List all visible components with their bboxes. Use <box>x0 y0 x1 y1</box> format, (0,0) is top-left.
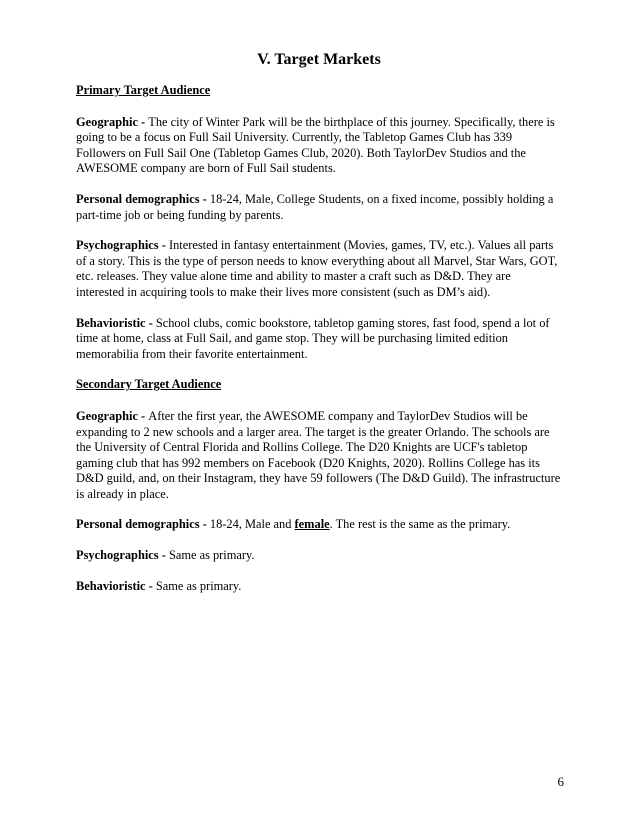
primary-demographics-label: Personal demographics - <box>76 191 210 206</box>
primary-audience-heading: Primary Target Audience <box>76 83 211 97</box>
primary-demographics-paragraph <box>76 192 562 223</box>
section-title: V. Target Markets <box>257 51 381 68</box>
primary-geographic-label: Geographic - <box>76 114 149 129</box>
primary-geographic-text: The city of Winter Park will be the birthplace of this journey. Specifically, there is going to be a focus on Full Sail University. Currently, the Tabletop Games Club has 339 Followers on Full Sail One (Tabletop Games Club, 2020). Both TaylorDev Studios and the AWESOME company are born of Full Sail students. <box>76 114 555 176</box>
secondary-psychographics-label: Psychographics - <box>76 548 169 563</box>
secondary-demographics-text-after: . The rest is the same as the primary. <box>329 517 511 532</box>
primary-psychographics-paragraph <box>76 238 562 300</box>
content-body <box>76 83 562 609</box>
page-number: 6 <box>557 774 564 789</box>
primary-geographic-paragraph <box>76 115 562 177</box>
secondary-geographic-text: After the first year, the AWESOME company and TaylorDev Studios will be expanding to 2 new schools and a larger area. The target is the greater Orlando. The schools are the University of Central Florida and Rollins College. The D20 Knights are UCF's tabletop gaming club that has 992 members on Facebook (D20 Knights, 2020). Rollins College has its D&D guild, and, on their Instagram, they have 59 followers (The D&D Guild). The infrastructure is already in place. <box>76 408 561 501</box>
primary-behavioristic-paragraph <box>76 316 562 363</box>
secondary-demographics-paragraph <box>76 517 562 533</box>
primary-psychographics-text: Interested in fantasy entertainment (Movies, games, TV, etc.). Values all parts of a story. This is the type of person needs to know everything about all Marvel, Star Wars, GOT, etc. releases. They value alone time and ability to master a craft such as D&D. They are interested in acquiring tools to make their lives more consistent (such as DM’s aid). <box>76 238 558 299</box>
secondary-behavioristic-label: Behavioristic - <box>76 578 156 593</box>
secondary-demographics-highlight: female <box>294 517 330 532</box>
secondary-geographic-paragraph <box>76 409 562 503</box>
primary-demographics-text: 18-24, Male, College Students, on a fixed income, possibly holding a part-time job or being funding by parents. <box>76 191 554 222</box>
secondary-demographics-text-before: 18-24, Male and <box>209 517 295 532</box>
secondary-demographics-label: Personal demographics - <box>76 517 210 532</box>
secondary-psychographics-text: Same as primary. <box>168 548 255 563</box>
secondary-psychographics-paragraph <box>76 548 562 564</box>
primary-psychographics-label: Psychographics - <box>76 238 169 253</box>
secondary-audience-heading: Secondary Target Audience <box>76 377 222 392</box>
primary-behavioristic-text: School clubs, comic bookstore, tabletop gaming stores, fast food, spend a lot of time at home, class at Full Sail, and game stop. They will be purchasing limited edition memorabilia from their favorite entertainment. <box>76 315 550 361</box>
secondary-behavioristic-text: Same as primary. <box>155 578 242 593</box>
secondary-geographic-label: Geographic - <box>76 408 149 423</box>
secondary-behavioristic-paragraph <box>76 579 562 595</box>
primary-behavioristic-label: Behavioristic - <box>76 315 156 330</box>
